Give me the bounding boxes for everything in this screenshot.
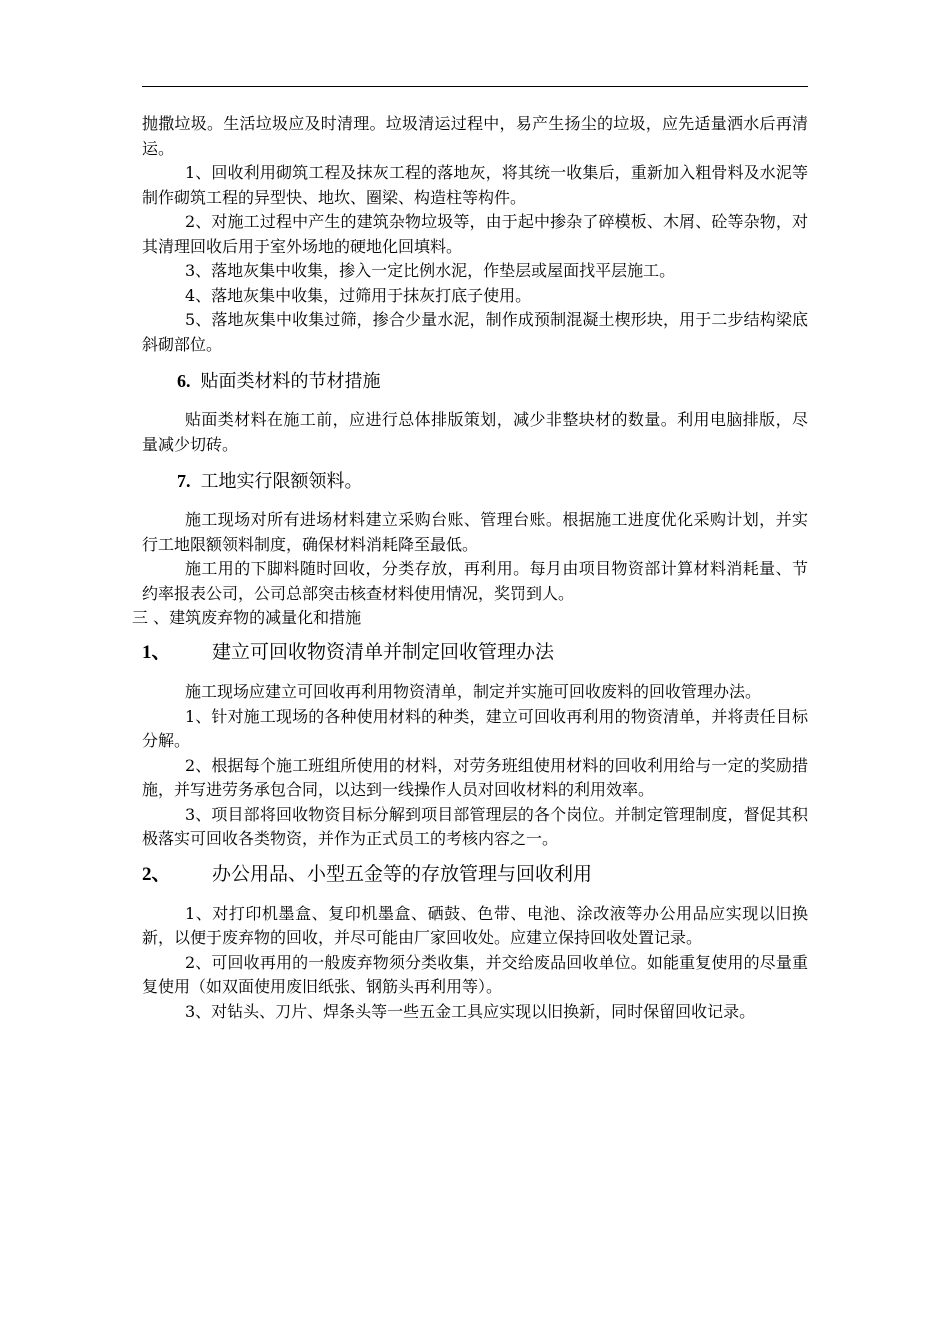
paragraph: 3、落地灰集中收集，掺入一定比例水泥，作垫层或屋面找平层施工。 <box>185 261 676 280</box>
paragraph: 1、针对施工现场的各种使用材料的种类，建立可回收再利用的物资清单，并将责任目标分解。 <box>142 706 808 750</box>
heading-number: 7. <box>177 471 191 491</box>
paragraph: 2、对施工过程中产生的建筑杂物垃圾等，由于起中掺杂了碎模板、木屑、砼等杂物，对其清理回收后用于室外场地的硬地化回填料。 <box>142 212 808 256</box>
paragraph: 抛撒垃圾。生活垃圾应及时清理。垃圾清运过程中，易产生扬尘的垃圾，应先适量洒水后再清运。 <box>142 114 808 158</box>
paragraph: 5、落地灰集中收集过筛，掺合少量水泥，制作成预制混凝土楔形块，用于二步结构梁底斜砌部位。 <box>142 310 808 354</box>
heading-number: 2、 <box>142 863 171 885</box>
heading-number: 1、 <box>142 642 171 663</box>
document-body <box>132 112 808 1024</box>
paragraph: 1、回收利用砌筑工程及抹灰工程的落地灰，将其统一收集后，重新加入粗骨料及水泥等制作砌筑工程的异型快、地坎、圈梁、构造柱等构件。 <box>142 163 808 207</box>
paragraph: 3、项目部将回收物资目标分解到项目部管理层的各个岗位。并制定管理制度，督促其积极落实可回收各类物资，并作为正式员工的考核内容之一。 <box>142 804 808 848</box>
header-rule <box>142 86 808 87</box>
heading-6 <box>142 369 808 394</box>
paragraph: 3、对钻头、刀片、焊条头等一些五金工具应实现以旧换新，同时保留回收记录。 <box>185 1001 756 1021</box>
heading-text: 建立可回收物资清单并制定回收管理办法 <box>212 641 555 663</box>
heading-2 <box>142 861 808 888</box>
heading-text: 工地实行限额领料。 <box>200 471 363 492</box>
section-heading-3: 三 、建筑废弃物的减量化和措施 <box>132 608 362 627</box>
paragraph: 施工现场应建立可回收再利用物资清单，制定并实施可回收废料的回收管理办法。 <box>185 682 762 701</box>
heading-7 <box>142 469 808 494</box>
paragraph: 1、对打印机墨盒、复印机墨盒、硒鼓、色带、电池、涂改液等办公用品应实现以旧换新，以便于废弃物的回收，并尽可能由厂家回收处。应建立保持回收处置记录。 <box>142 903 808 947</box>
paragraph: 施工用的下脚料随时回收，分类存放，再利用。每月由项目物资部计算材料消耗量、节约率报表公司，公司总部突击核查材料使用情况，奖罚到人。 <box>142 559 808 603</box>
paragraph: 2、根据每个施工班组所使用的材料，对劳务班组使用材料的回收利用给与一定的奖励措施，并写进劳务承包合同，以达到一线操作人员对回收材料的利用效率。 <box>142 755 808 799</box>
paragraph: 贴面类材料在施工前，应进行总体排版策划，减少非整块材的数量。利用电脑排版，尽量减少切砖。 <box>142 410 808 454</box>
paragraph: 4、落地灰集中收集，过筛用于抹灰打底子使用。 <box>185 285 532 305</box>
paragraph: 施工现场对所有进场材料建立采购台账、管理台账。根据施工进度优化采购计划，并实行工地限额领料制度，确保材料消耗降至最低。 <box>142 510 808 554</box>
heading-number: 6. <box>177 371 191 391</box>
paragraph: 2、可回收再用的一般废弃物须分类收集，并交给废品回收单位。如能重复使用的尽量重复使用（如双面使用废旧纸张、钢筋头再利用等）。 <box>142 952 808 996</box>
heading-1 <box>142 639 808 666</box>
heading-text: 贴面类材料的节材措施 <box>200 371 381 392</box>
heading-text: 办公用品、小型五金等的存放管理与回收利用 <box>212 862 593 885</box>
